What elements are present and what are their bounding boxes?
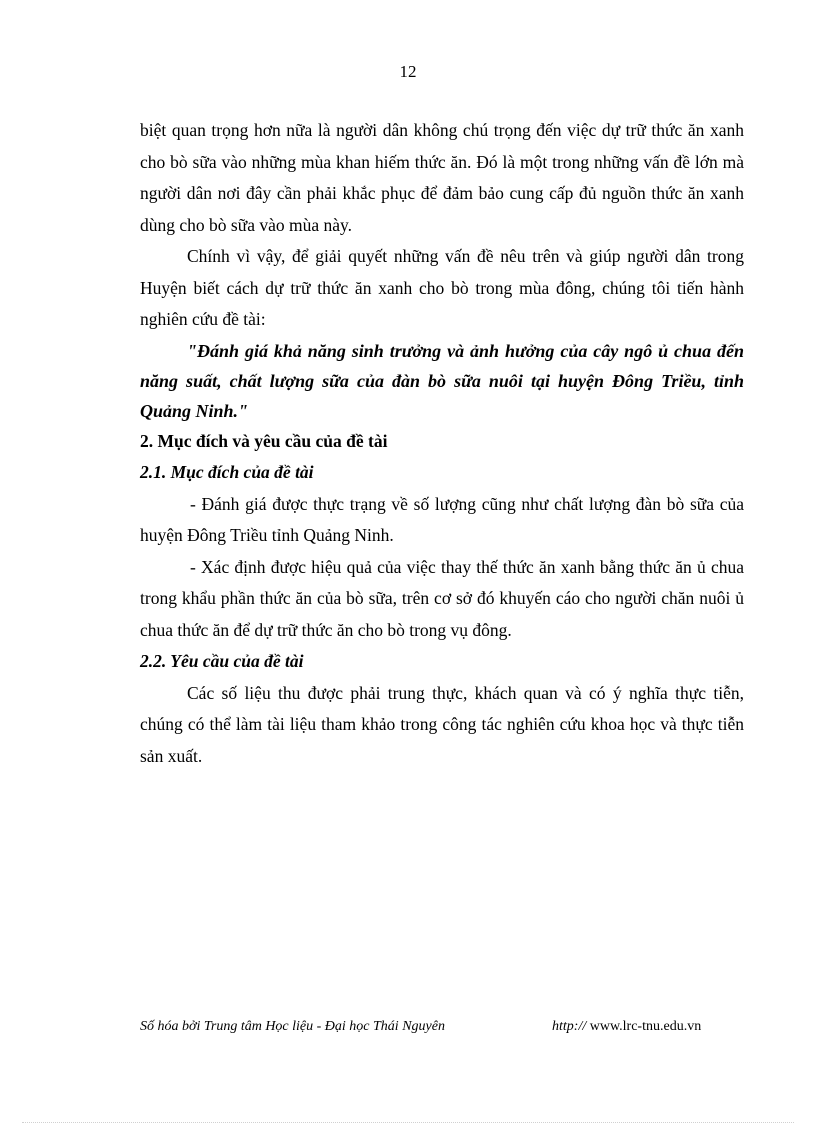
section-heading-2: 2. Mục đích và yêu cầu của đề tài [140, 430, 388, 451]
footer-url-domain: www.lrc-tnu.edu.vn [586, 1019, 702, 1034]
paragraph-intro-continued: biệt quan trọng hơn nữa là người dân không chú trọng đến việc dự trữ thức ăn xanh cho bò sữa vào những mùa khan hiếm thức ăn. Đó là một trong những vấn đề lớn mà người dân nơi đây cần phải khắc phục để đảm bảo cung cấp đủ nguồn thức ăn xanh dùng cho bò sữa vào mùa này. [140, 120, 744, 235]
objective-item-2: - Xác định được hiệu quả của việc thay thế thức ăn xanh bằng thức ăn ủ chua trong khẩu phần thức ăn của bò sữa, trên cơ sở đó khuyến cáo cho người chăn nuôi ủ chua thức ăn để dự trữ thức ăn cho bò trong vụ đông. [140, 556, 744, 640]
paragraph-research-purpose: Chính vì vậy, để giải quyết những vấn đề nêu trên và giúp người dân trong Huyện biết cách dự trữ thức ăn xanh cho bò trong mùa đông, chúng tôi tiến hành nghiên cứu đề tài: [140, 246, 744, 329]
subsection-heading-2-2: 2.2. Yêu cầu của đề tài [140, 651, 304, 671]
research-title-quote: "Đánh giá khả năng sinh trưởng và ảnh hưởng của cây ngô ủ chua đến năng suất, chất lượng sữa của đàn bò sữa nuôi tại huyện Đông Triều, tỉnh Quảng Ninh." [140, 340, 744, 421]
page-number: 12 [399, 62, 417, 81]
subsection-heading-2-1: 2.1. Mục đích của đề tài [140, 462, 314, 482]
footer-source-credit: Số hóa bởi Trung tâm Học liệu - Đại học Thái Nguyên [140, 1019, 445, 1034]
footer-url[interactable] [552, 1019, 701, 1035]
paragraph-requirements: Các số liệu thu được phải trung thực, khách quan và có ý nghĩa thực tiễn, chúng có thể làm tài liệu tham khảo trong công tác nghiên cứu khoa học và thực tiễn sản xuất. [140, 682, 744, 766]
document-body [140, 115, 744, 772]
footer-url-prefix: http:// [552, 1019, 587, 1034]
objective-item-1: - Đánh giá được thực trạng về số lượng cũng như chất lượng đàn bò sữa của huyện Đông Triều tỉnh Quảng Ninh. [140, 493, 744, 545]
